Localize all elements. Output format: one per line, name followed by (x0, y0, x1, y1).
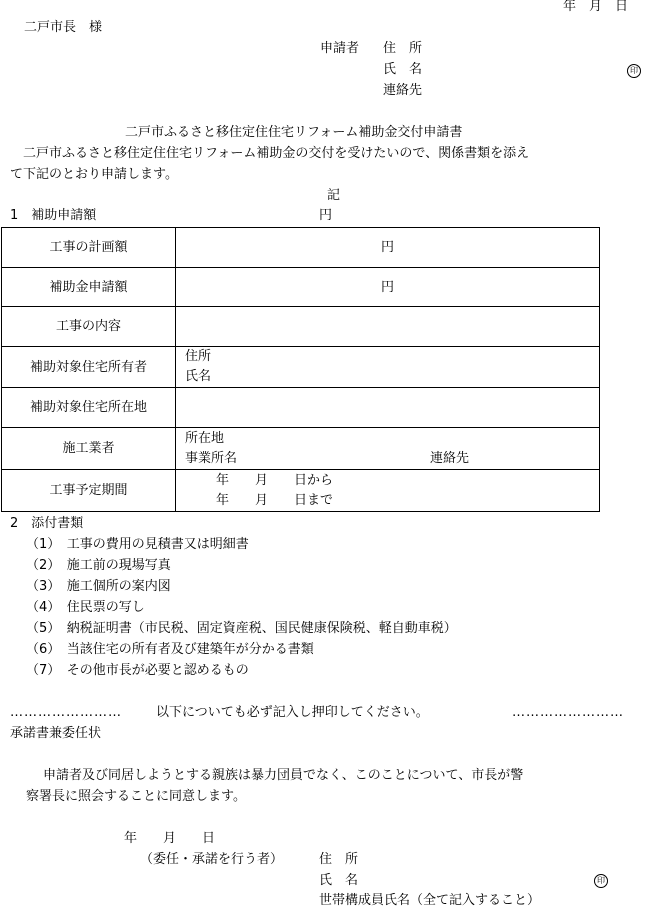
separator-text: 以下についても必ず記入し押印してください。 (156, 705, 429, 720)
household-label: 世帯構成員氏名（全て記入すること） (319, 893, 541, 908)
row-label: 施工業者 (2, 428, 176, 470)
contractor-field (176, 428, 600, 470)
row-label: 工事の計画額 (2, 228, 176, 268)
subsidy-amount-field: 円 (176, 268, 600, 307)
schedule-end: 年 月 日まで (216, 492, 334, 508)
delegate-name-label: 氏 名 (319, 873, 359, 888)
planned-amount-field: 円 (176, 228, 600, 268)
date-line: 年 月 日 (563, 0, 629, 14)
table-row (2, 268, 600, 307)
row-label: 補助金申請額 (2, 268, 176, 307)
seal-mark: 印 (627, 64, 641, 78)
attachment-item: （1） 工事の費用の見積書又は明細書 (26, 537, 249, 552)
attachment-item: （6） 当該住宅の所有者及び建築年が分かる書類 (26, 642, 314, 657)
contractor-location-label: 所在地 (185, 430, 225, 446)
contractor-office-label: 事業所名 (185, 450, 238, 466)
separator-dots-left: …………………… (10, 705, 122, 720)
attachment-item: （7） その他市長が必要と認めるもの (26, 663, 249, 678)
consent-line-2: 察署長に照会することに同意します。 (26, 789, 246, 804)
ki-mark: 記 (327, 188, 341, 203)
applicant-label: 申請者 (320, 41, 360, 56)
row-label: 補助対象住宅所在地 (2, 388, 176, 428)
intro-line-1: 二戸市ふるさと移住定住住宅リフォーム補助金の交付を受けたいので、関係書類を添え (23, 146, 530, 161)
recipient: 二戸市長 様 (24, 20, 103, 35)
section1-label: 1 補助申請額 (10, 208, 97, 223)
section2-label: 2 添付書類 (10, 516, 84, 531)
consent-date: 年 月 日 (124, 831, 216, 846)
table-row (2, 347, 600, 388)
owner-address-label: 住所 (185, 349, 212, 364)
attachment-item: （5） 納税証明書（市民税、固定資産税、国民健康保険税、軽自動車税） (26, 621, 457, 636)
schedule-field (176, 470, 600, 512)
owner-field (176, 347, 600, 388)
seal-mark: 印 (594, 874, 608, 888)
table-row (2, 228, 600, 268)
attachment-item: （4） 住民票の写し (26, 600, 145, 615)
row-label: 工事の内容 (2, 307, 176, 347)
table-row (2, 428, 600, 470)
attachment-item: （3） 施工個所の案内図 (26, 579, 171, 594)
applicant-address-label: 住 所 (383, 41, 423, 56)
house-location-field (176, 388, 600, 428)
applicant-contact-label: 連絡先 (383, 83, 423, 98)
contractor-office-row (176, 449, 599, 469)
table-row (2, 388, 600, 428)
contractor-contact-label: 連絡先 (430, 450, 470, 466)
delegate-address-label: 住 所 (319, 852, 359, 867)
consent-line-1: 申請者及び同居しようとする親族は暴力団員でなく、このことについて、市長が警 (43, 768, 524, 783)
schedule-start: 年 月 日から (216, 472, 334, 488)
row-label: 補助対象住宅所有者 (2, 347, 176, 388)
consent-title: 承諾書兼委任状 (10, 726, 102, 741)
owner-name-label: 氏名 (185, 369, 212, 384)
attachment-item: （2） 施工前の現場写真 (26, 558, 171, 573)
separator-dots-right: …………………… (512, 705, 624, 720)
row-label: 工事予定期間 (2, 470, 176, 512)
applicant-name-label: 氏 名 (383, 62, 423, 77)
document-title: 二戸市ふるさと移住定住住宅リフォーム補助金交付申請書 (125, 125, 463, 140)
table-row (2, 470, 600, 512)
application-table (1, 227, 600, 512)
work-content-field (176, 307, 600, 347)
section1-unit: 円 (319, 208, 333, 223)
delegate-label: （委任・承諾を行う者） (140, 852, 284, 867)
table-row (2, 307, 600, 347)
intro-line-2: て下記のとおり申請します。 (10, 167, 178, 182)
